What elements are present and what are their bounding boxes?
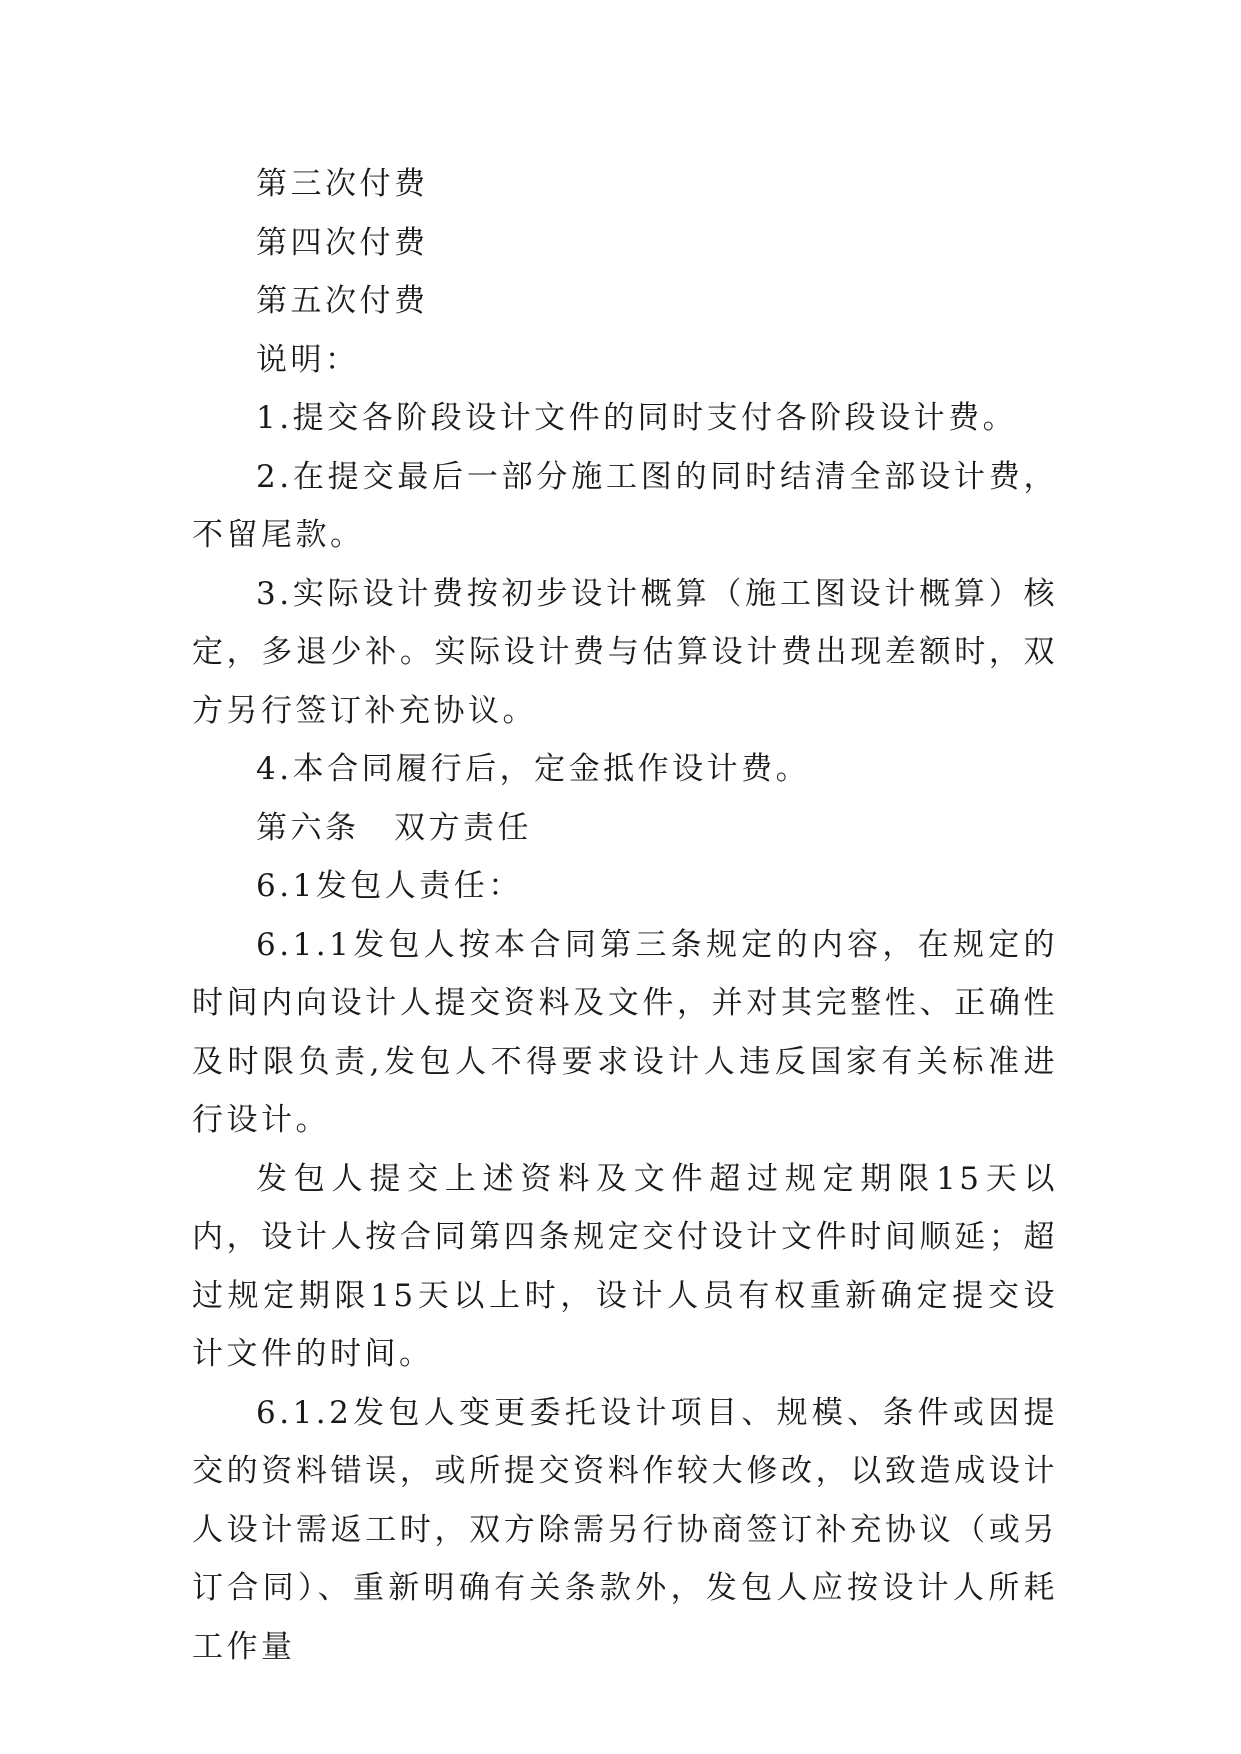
note-3: 3.实际设计费按初步设计概算（施工图设计概算）核定，多退少补。实际设计费与估算设计费出现差额时，双方另行签订补充协议。 [192,575,1058,729]
clause-6-1-2: 6.1.2发包人变更委托设计项目、规模、条件或因提交的资料错误，或所提交资料作较大修改，以致造成设计人设计需返工时，双方除需另行协商签订补充协议（或另订合同）、重新明确有关条款外，发包人应按设计人所耗工作量 [192,1394,1058,1665]
notes-heading: 说明： [256,341,360,378]
article-6-heading: 第六条 双方责任 [256,809,532,846]
note-2: 2.在提交最后一部分施工图的同时结清全部设计费，不留尾款。 [192,458,1058,553]
clause-6-1-1: 6.1.1发包人按本合同第三条规定的内容，在规定的时间内向设计人提交资料及文件，并对其完整性、正确性及时限负责,发包人不得要求设计人违反国家有关标准进行设计。 [192,926,1058,1138]
note-4: 4.本合同履行后，定金抵作设计费。 [256,751,811,787]
note-1: 1.提交各阶段设计文件的同时支付各阶段设计费。 [256,400,1018,436]
payment-fourth: 第四次付费 [256,224,429,261]
section-6-1-heading: 6.1发包人责任： [256,868,523,904]
clause-6-1-1-continued: 发包人提交上述资料及文件超过规定期限15天以内，设计人按合同第四条规定交付设计文件时间顺延；超过规定期限15天以上时，设计人员有权重新确定提交设计文件的时间。 [192,1160,1058,1372]
payment-third: 第三次付费 [256,166,429,202]
document-body [192,155,1058,1676]
payment-fifth: 第五次付费 [256,283,429,319]
